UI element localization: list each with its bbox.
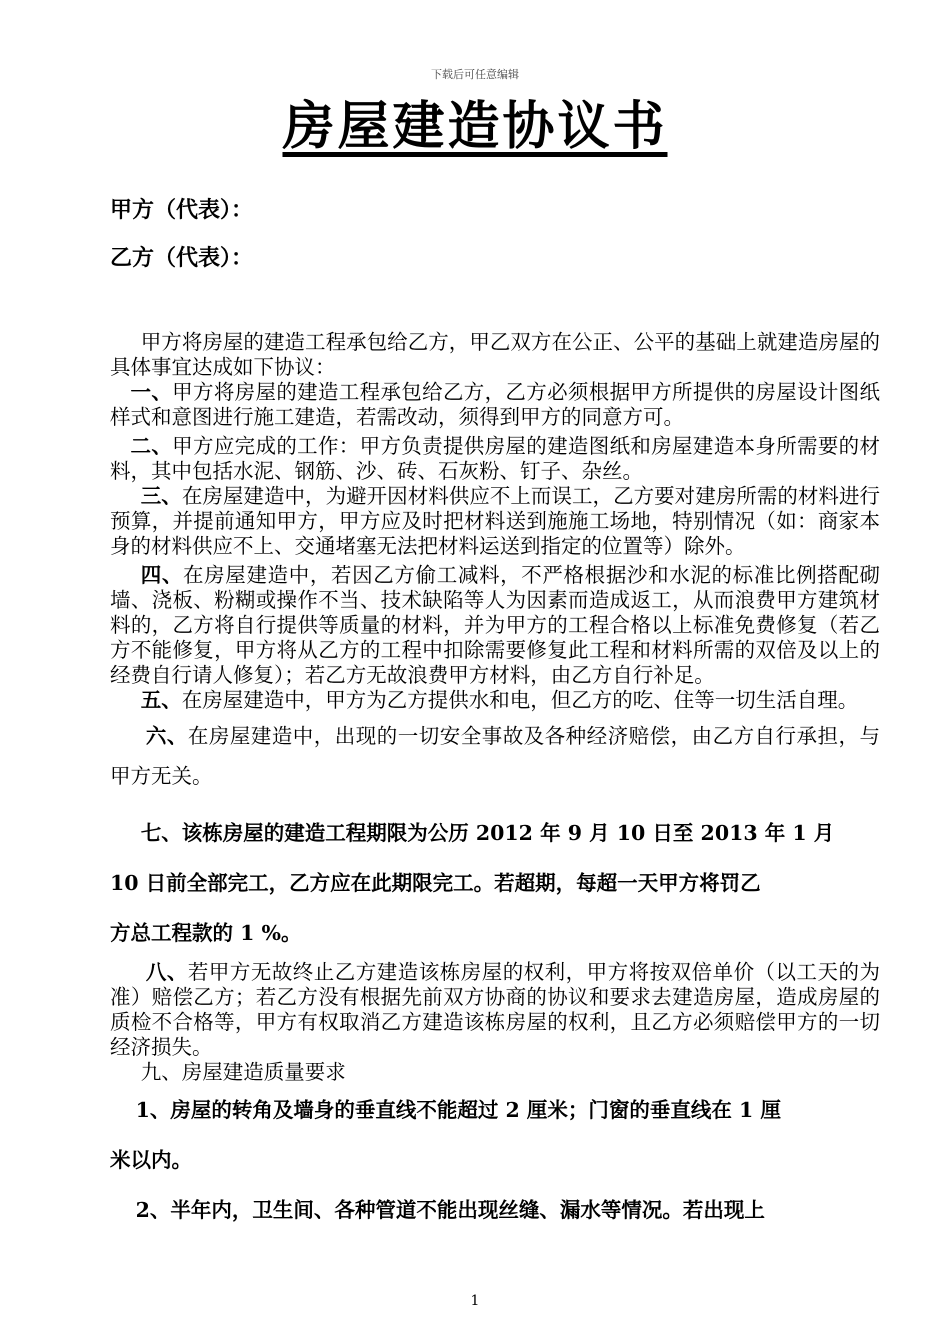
clause-3-num: 三、 bbox=[140, 484, 182, 508]
clause-8-text: 若甲方无故终止乙方建造该栋房屋的权利，甲方将按双倍单价（以工天的为准）赔偿乙方；若乙方没有根据先前双方协商的协议和要求去建造房屋，造成房屋的质检不合格等，甲方有权取消乙方建造该栋房屋的权利，且乙方必须赔偿甲方的一切经济损失。 bbox=[110, 960, 881, 1059]
clause-4-num: 四、 bbox=[140, 563, 184, 587]
clause-6-num: 六、 bbox=[145, 724, 188, 748]
clause-8 bbox=[110, 960, 880, 1060]
agreement-body bbox=[110, 330, 880, 1235]
clause-5-num: 五、 bbox=[140, 688, 182, 712]
requirement-1-line-2: 米以内。 bbox=[110, 1148, 192, 1172]
document-title: 房屋建造协议书 bbox=[282, 97, 668, 157]
clause-3-text: 在房屋建造中，为避开因材料供应不上而误工，乙方要对建房所需的材料进行预算，并提前通知甲方，甲方应及时把材料送到施施工场地，特别情况（如：商家本身的材料供应不上、交通堵塞无法把材料运送到指定的位置等）除外。 bbox=[110, 484, 881, 558]
clause-7-line-1: 七、该栋房屋的建造工程期限为公历 2012 年 9 月 10 日至 2013 年 1 月 bbox=[140, 821, 835, 845]
clause-5-text: 在房屋建造中，甲方为乙方提供水和电，但乙方的吃、住等一切生活自理。 bbox=[181, 688, 859, 712]
clause-2-text: 甲方应完成的工作：甲方负责提供房屋的建造图纸和房屋建造本身所需要的材料，其中包括水泥、钢筋、沙、砖、石灰粉、钉子、杂丝。 bbox=[110, 434, 881, 483]
clause-8-num: 八、 bbox=[145, 960, 188, 984]
clause-1-num: 一、 bbox=[130, 380, 173, 404]
clause-4-text: 在房屋建造中，若因乙方偷工减料，不严格根据沙和水泥的标准比例搭配砌墙、浇板、粉糊或操作不当、技术缺陷等人为因素而造成返工，从而浪费甲方建筑材料的，乙方将自行提供等质量的材料，并为甲方的工程合格以上标准免费修复（若乙方不能修复，甲方将从乙方的工程中扣除需要修复此工程和材料所需的双倍及以上的经费自行请人修复）；若乙方无故浪费甲方材料，由乙方自行补足。 bbox=[110, 563, 880, 687]
clause-2-num: 二、 bbox=[130, 434, 173, 458]
clause-3 bbox=[110, 484, 880, 559]
clause-1 bbox=[110, 380, 880, 430]
party-a-label: 甲方（代表）： bbox=[110, 198, 254, 223]
requirement-1-line-1: 1、房屋的转角及墙身的垂直线不能超过 2 厘米；门窗的垂直线在 1 厘 bbox=[135, 1098, 781, 1122]
clause-6 bbox=[110, 716, 880, 796]
clause-2 bbox=[110, 434, 880, 484]
intro-paragraph: 甲方将房屋的建造工程承包给乙方，甲乙双方在公正、公平的基础上就建造房屋的具体事宜达成如下协议： bbox=[110, 330, 880, 379]
header-note: 下载后可任意编辑 bbox=[431, 68, 519, 81]
clause-1-text: 甲方将房屋的建造工程承包给乙方，乙方必须根据甲方所提供的房屋设计图纸样式和意图进行施工建造，若需改动，须得到甲方的同意方可。 bbox=[110, 380, 881, 429]
clause-5 bbox=[110, 688, 880, 713]
page-number: 1 bbox=[470, 1293, 480, 1309]
requirement-1 bbox=[110, 1085, 880, 1235]
clause-6-text: 在房屋建造中，出现的一切安全事故及各种经济赔偿，由乙方自行承担，与甲方无关。 bbox=[110, 724, 881, 788]
clause-9-heading: 九、房屋建造质量要求 bbox=[140, 1060, 346, 1084]
clause-7-line-3: 方总工程款的 1 %。 bbox=[110, 921, 302, 945]
clause-7-line-2: 10 日前全部完工，乙方应在此期限完工。若超期，每超一天甲方将罚乙 bbox=[110, 871, 761, 895]
party-b-label: 乙方（代表）： bbox=[110, 246, 254, 271]
clause-7 bbox=[110, 808, 880, 958]
clause-4 bbox=[110, 563, 880, 688]
requirement-2-line-1: 2、半年内，卫生间、各种管道不能出现丝缝、漏水等情况。若出现上 bbox=[135, 1198, 765, 1222]
